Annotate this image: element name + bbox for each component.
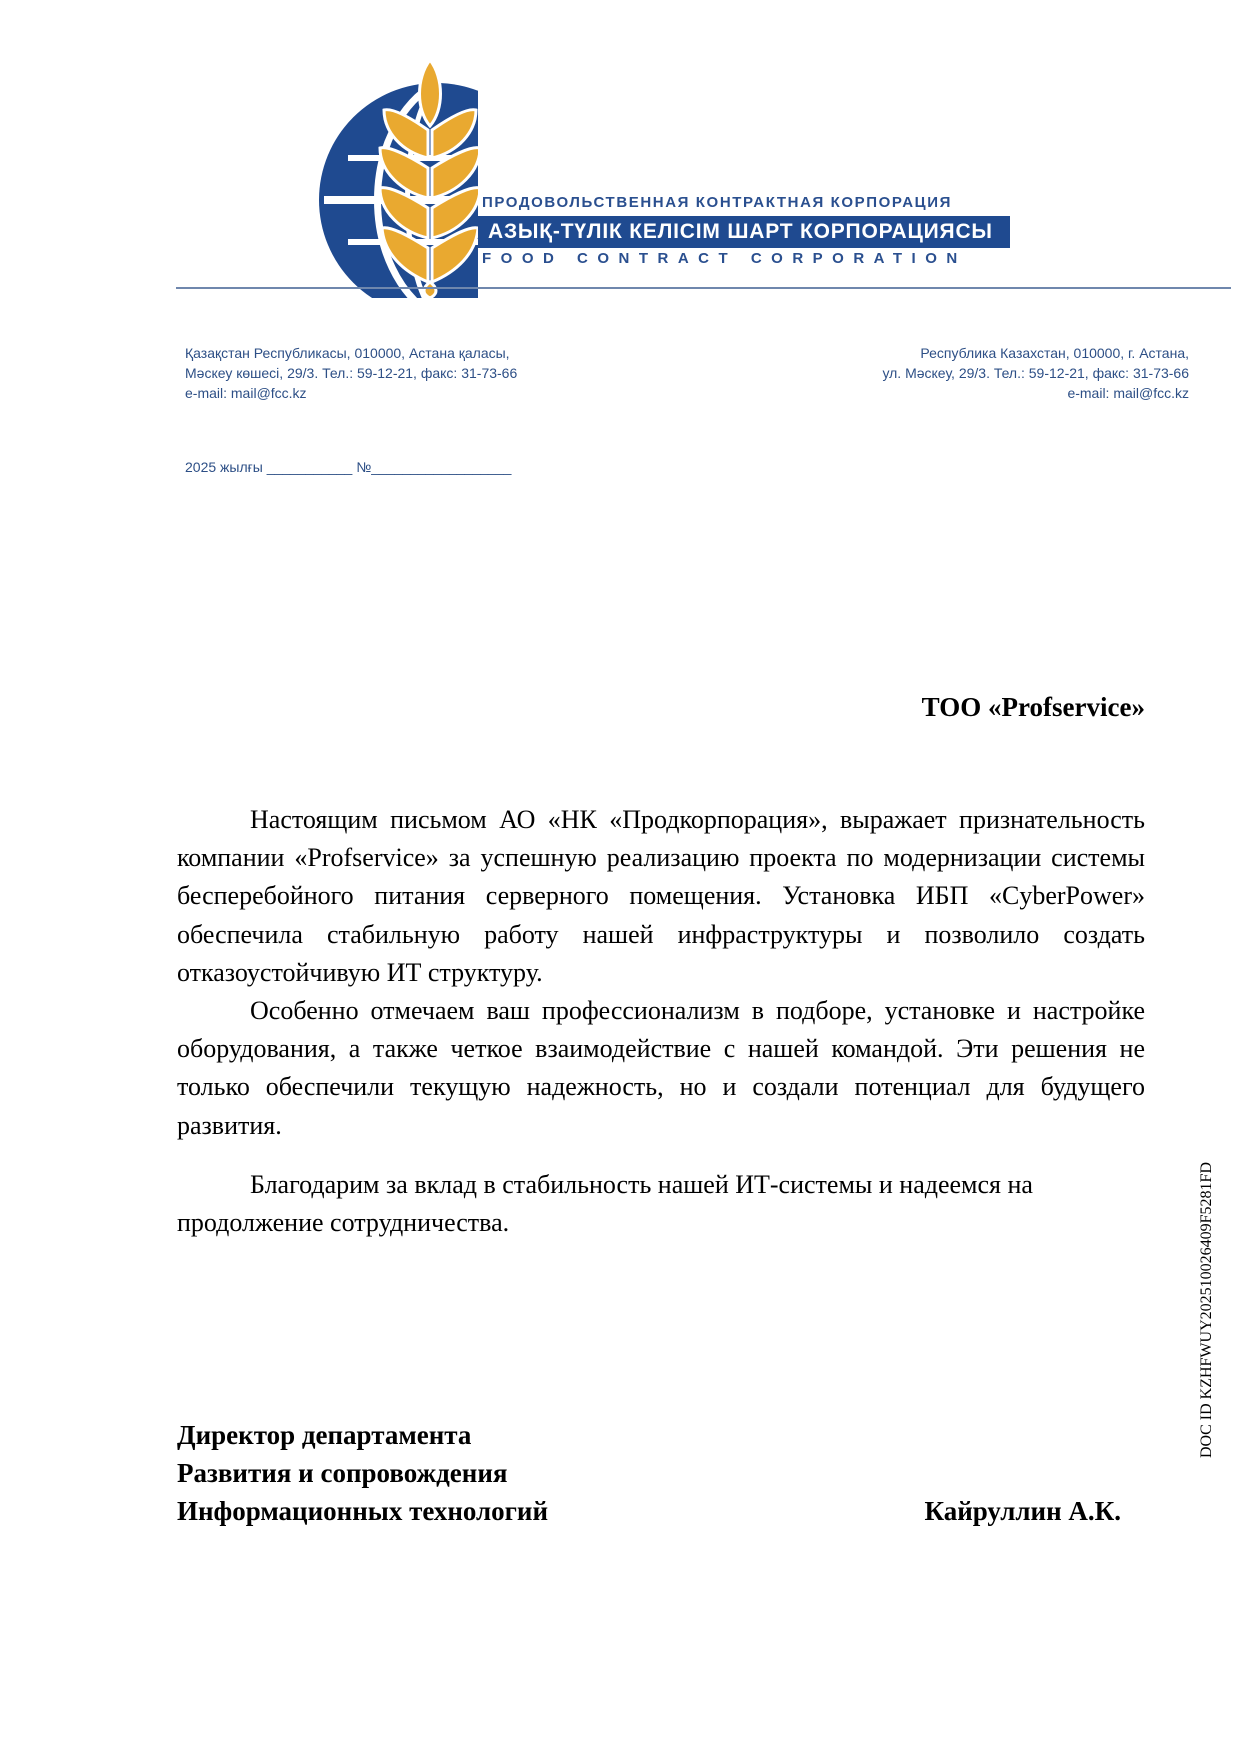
recipient: ТОО «Profservice» bbox=[921, 692, 1145, 722]
address-ru-line1: Республика Казахстан, 010000, г. Астана, bbox=[920, 345, 1189, 361]
address-kz bbox=[185, 343, 517, 403]
body-paragraph-1: Настоящим письмом АО «НК «Продкорпорация», выражает признательность компании «Profservice» за успешную реализацию проекта по модернизации системы бесперебойного питания серверного помещения. Установка ИБП «CyberPower» обеспечила стабильную работу нашей инфраструктуры и позволило создать отказоустойчивую ИТ структуру. bbox=[177, 805, 1145, 987]
body-paragraph-2: Особенно отмечаем ваш профессионализм в подборе, установке и настройке оборудования, а также четкое взаимодействие с нашей командой. Эти решения не только обеспечили текущую надежность, но и создали потенциал для будущего развития. bbox=[177, 996, 1145, 1140]
logo-text-ru: ПРОДОВОЛЬСТВЕННАЯ КОНТРАКТНАЯ КОРПОРАЦИЯ bbox=[482, 194, 952, 211]
address-ru-email: e-mail: mail@fcc.kz bbox=[1067, 385, 1189, 401]
address-ru-line2: ул. Мәскеу, 29/3. Тел.: 59-12-21, факс: 31-73-66 bbox=[882, 365, 1189, 381]
address-kz-line1: Қазақстан Республикасы, 010000, Астана қаласы, bbox=[185, 345, 510, 361]
globe-wheat-icon bbox=[318, 58, 478, 298]
logo-text-kz: АЗЫҚ-ТҮЛІК КЕЛІСІМ ШАРТ КОРПОРАЦИЯСЫ bbox=[478, 216, 1010, 248]
registration-line: 2025 жылғы ___________ №__________________ bbox=[185, 459, 512, 475]
signer-name: Кайруллин А.К. bbox=[924, 1496, 1121, 1526]
doc-id: DOC ID KZHFWUY202510026409F5281FD bbox=[1198, 1161, 1215, 1459]
header-divider bbox=[176, 287, 1231, 289]
address-kz-line2: Мәскеу көшесі, 29/3. Тел.: 59-12-21, факс: 31-73-66 bbox=[185, 365, 518, 381]
logo-text-en: FOOD CONTRACT CORPORATION bbox=[482, 250, 967, 267]
signer-title-line1: Директор департамента bbox=[177, 1420, 472, 1450]
body-paragraph-3: Благодарим за вклад в стабильность нашей ИТ-системы и надеемся на продолжение сотрудничества. bbox=[177, 1170, 1033, 1238]
signature-block bbox=[177, 1416, 548, 1530]
address-ru bbox=[882, 343, 1189, 403]
signer-title-line3: Информационных технологий bbox=[177, 1496, 549, 1526]
address-kz-email: e-mail: mail@fcc.kz bbox=[185, 385, 307, 401]
signer-title-line2: Развития и сопровождения bbox=[177, 1458, 508, 1488]
